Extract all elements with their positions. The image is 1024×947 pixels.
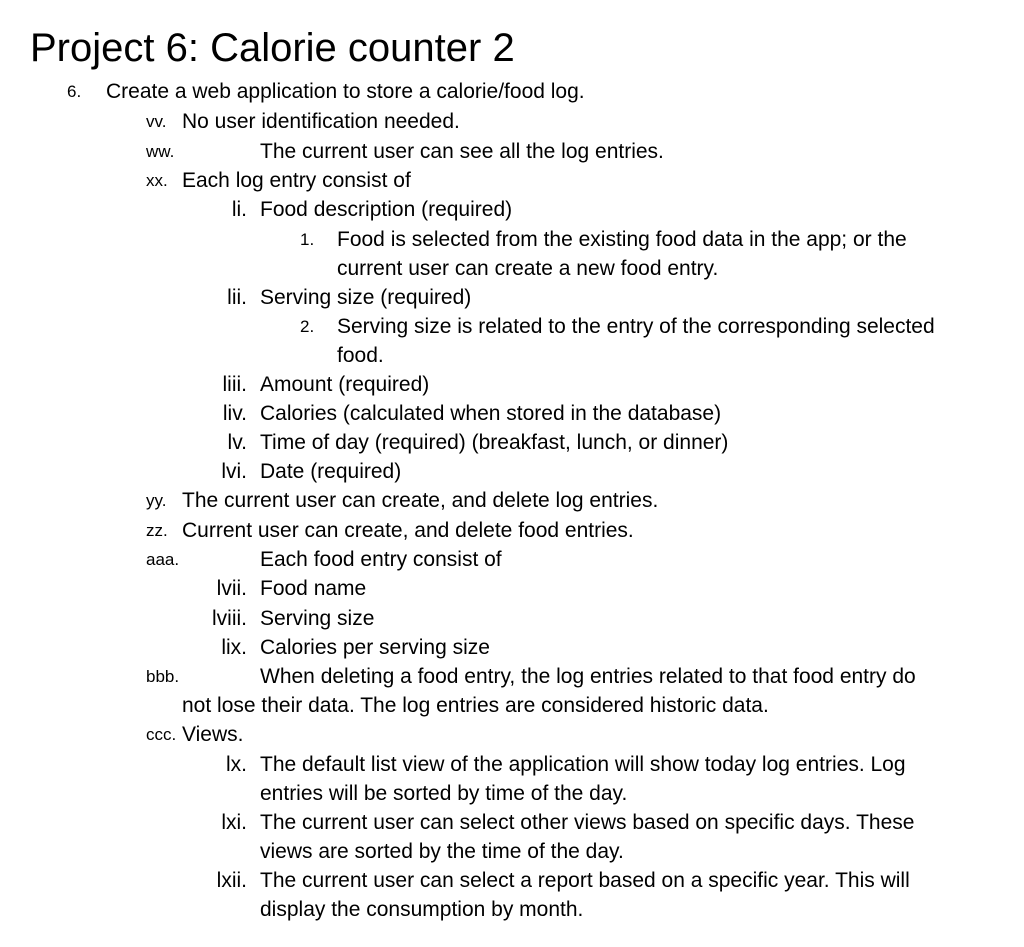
list-item-ccc xyxy=(0,720,1024,749)
list-marker: lxi. xyxy=(221,811,247,834)
list-item-lix xyxy=(0,633,1024,662)
list-item-text: Views. xyxy=(182,723,244,746)
list-item-1 xyxy=(0,225,1024,283)
list-item-text-line1: The current user can select a report based on a specific year. This will xyxy=(260,869,910,892)
list-marker: lvi. xyxy=(221,460,247,483)
list-item-text: Time of day (required) (breakfast, lunch, or dinner) xyxy=(260,431,729,454)
list-item-6 xyxy=(0,77,1024,106)
list-item-text: Amount (required) xyxy=(260,373,430,396)
list-item-text-line1: The current user can select other views based on specific days. These xyxy=(260,811,915,834)
list-marker: 1. xyxy=(300,230,315,249)
list-item-lvi xyxy=(0,457,1024,486)
list-marker: bbb. xyxy=(146,667,180,686)
list-item-lxi xyxy=(0,808,1024,866)
list-marker: li. xyxy=(231,198,247,221)
list-item-liii xyxy=(0,370,1024,399)
list-item-lxii xyxy=(0,866,1024,924)
list-item-text-line1: The default list view of the application will show today log entries. Log xyxy=(260,753,906,776)
list-marker: liii. xyxy=(222,373,247,396)
list-item-ww xyxy=(0,137,1024,166)
list-item-text-line1: Serving size is related to the entry of the corresponding selected xyxy=(337,315,935,338)
list-marker: lii. xyxy=(227,286,247,309)
list-marker: lv. xyxy=(227,431,247,454)
list-item-text: Create a web application to store a calorie/food log. xyxy=(106,80,585,103)
list-item-text-line2: display the consumption by month. xyxy=(260,898,584,921)
list-item-text: No user identification needed. xyxy=(182,110,460,133)
list-marker: lvii. xyxy=(216,577,247,600)
page-title: Project 6: Calorie counter 2 xyxy=(30,26,515,70)
list-marker: vv. xyxy=(146,112,167,131)
list-item-text: Serving size xyxy=(260,607,375,630)
list-item-liv xyxy=(0,399,1024,428)
list-item-lviii xyxy=(0,604,1024,633)
list-item-text-line1: Food is selected from the existing food data in the app; or the xyxy=(337,228,907,251)
list-item-lvii xyxy=(0,574,1024,603)
list-item-text: Calories (calculated when stored in the database) xyxy=(260,402,722,425)
list-item-text-line2: entries will be sorted by time of the day. xyxy=(260,782,628,805)
list-item-text: Each log entry consist of xyxy=(182,169,411,192)
list-marker: ww. xyxy=(146,142,175,161)
list-item-text: Current user can create, and delete food entries. xyxy=(182,519,634,542)
list-marker: yy. xyxy=(146,491,167,510)
list-item-li xyxy=(0,195,1024,224)
list-item-text: Each food entry consist of xyxy=(260,548,502,571)
list-item-bbb xyxy=(0,662,1024,720)
list-item-zz xyxy=(0,516,1024,545)
list-item-lx xyxy=(0,750,1024,808)
list-item-text-line1: When deleting a food entry, the log entries related to that food entry do xyxy=(260,665,916,688)
list-marker: zz. xyxy=(146,521,168,540)
list-item-text: The current user can see all the log entries. xyxy=(260,140,664,163)
list-marker: 2. xyxy=(300,317,315,336)
list-item-yy xyxy=(0,486,1024,515)
list-marker: xx. xyxy=(146,171,168,190)
list-item-text: Serving size (required) xyxy=(260,286,472,309)
list-marker: liv. xyxy=(222,402,247,425)
list-marker: lx. xyxy=(226,753,247,776)
list-item-text: The current user can create, and delete log entries. xyxy=(182,489,659,512)
list-marker: aaa. xyxy=(146,550,180,569)
list-item-text-line2: current user can create a new food entry. xyxy=(337,257,719,280)
list-item-text: Date (required) xyxy=(260,460,402,483)
list-item-lii xyxy=(0,283,1024,312)
list-marker: lix. xyxy=(221,636,247,659)
list-item-2 xyxy=(0,312,1024,370)
list-marker: lxii. xyxy=(216,869,247,892)
list-item-text-line2: not lose their data. The log entries are considered historic data. xyxy=(182,694,769,717)
list-item-text-line2: views are sorted by the time of the day. xyxy=(260,840,624,863)
list-item-text: Food name xyxy=(260,577,367,600)
list-item-vv xyxy=(0,107,1024,136)
list-item-xx xyxy=(0,166,1024,195)
list-marker: lviii. xyxy=(212,607,247,630)
list-marker: ccc. xyxy=(146,725,177,744)
list-marker: 6. xyxy=(67,82,82,101)
list-item-lv xyxy=(0,428,1024,457)
list-item-text: Calories per serving size xyxy=(260,636,490,659)
list-item-aaa xyxy=(0,545,1024,574)
list-item-text-line2: food. xyxy=(337,344,384,367)
list-item-text: Food description (required) xyxy=(260,198,513,221)
